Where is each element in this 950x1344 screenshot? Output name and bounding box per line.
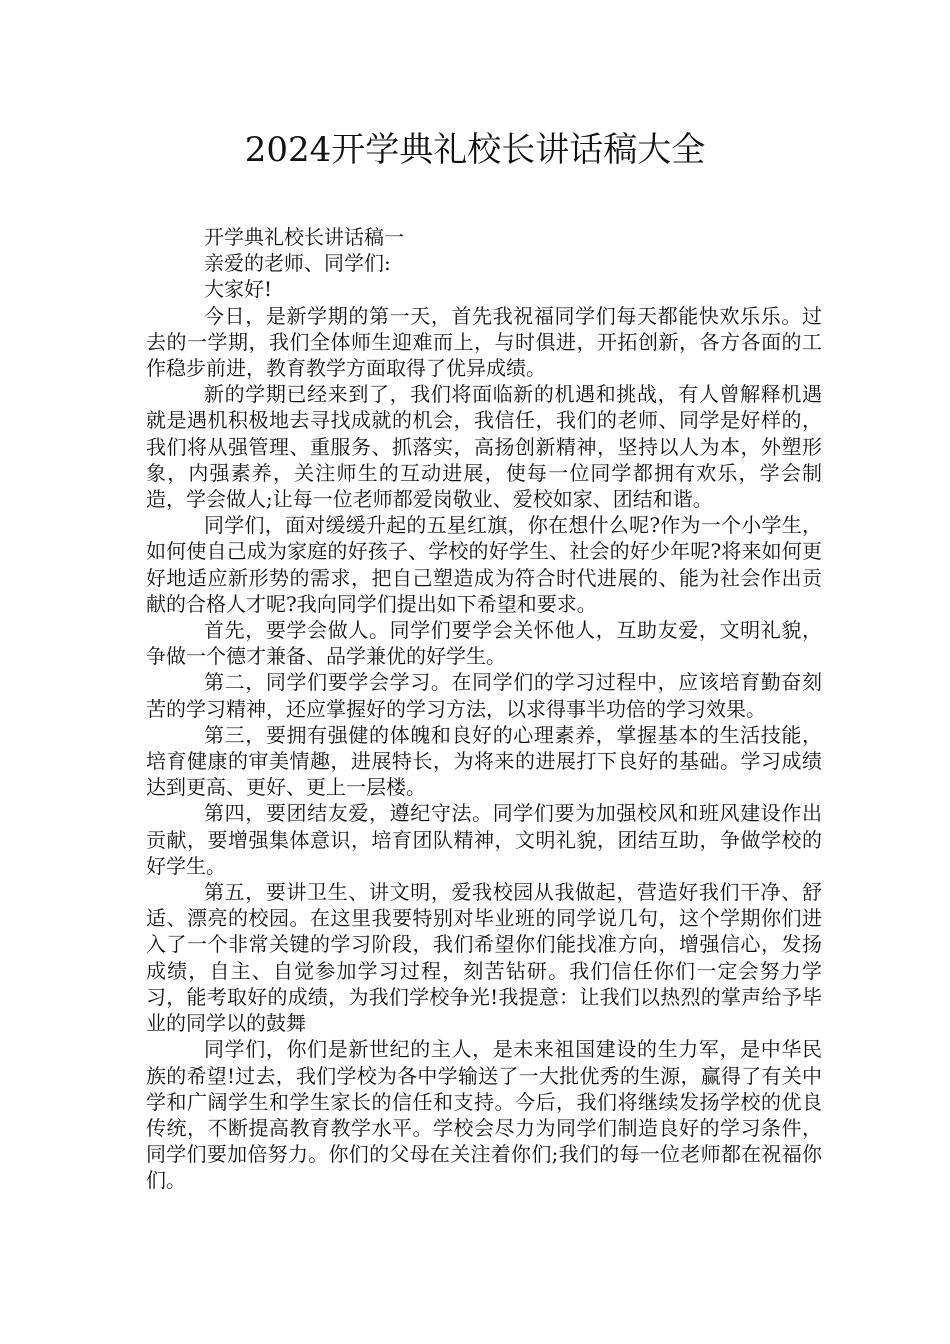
- paragraph: 第三，要拥有强健的体魄和良好的心理素养，掌握基本的生活技能，培育健康的审美情趣，进展特长，为将来的进展打下良好的基础。学习成绩达到更高、更好、更上一层楼。: [146, 722, 822, 800]
- paragraph: 第四，要团结友爱，遵纪守法。同学们要为加强校风和班风建设作出贡献，要增强集体意识，培育团队精神，文明礼貌，团结互助，争做学校的好学生。: [146, 801, 822, 878]
- paragraph: 今日，是新学期的第一天，首先我祝福同学们每天都能快欢乐乐。过去的一学期，我们全体师生迎难而上，与时俱进，开拓创新，各方各面的工作稳步前进，教育教学方面取得了优异成绩。: [146, 303, 822, 381]
- paragraph: 首先，要学会做人。同学们要学会关怀他人，互助友爱，文明礼貌，争做一个德才兼备、品学兼优的好学生。: [146, 618, 822, 669]
- document-title: 2024开学典礼校长讲话稿大全: [244, 130, 706, 170]
- section-heading: 开学典礼校长讲话稿一: [204, 225, 404, 249]
- paragraph: 同学们，面对缓缓升起的五星红旗，你在想什么呢?作为一个小学生，如何使自己成为家庭的好孩子、学校的好学生、社会的好少年呢?将来如何更好地适应新形势的需求，把自己塑造成为符合时代进展的、能为社会作出贡献的合格人才呢?我向同学们提出如下希望和要求。: [146, 513, 822, 616]
- document-body: [146, 224, 822, 1194]
- greeting: 大家好!: [204, 277, 273, 302]
- paragraph: 第五，要讲卫生、讲文明，爱我校园从我做起，营造好我们干净、舒适、漂亮的校园。在这里我要特别对毕业班的同学说几句，这个学期你们进入了一个非常关键的学习阶段，我们希望你们能找准方向，增强信心，发扬成绩，自主、自觉参加学习过程，刻苦钻研。我们信任你们一定会努力学习，能考取好的成绩，为我们学校争光!我提意：让我们以热烈的掌声给予毕业的同学以的鼓舞: [146, 880, 822, 1036]
- salutation: 亲爱的老师、同学们:: [204, 251, 391, 276]
- paragraph: 第二，同学们要学会学习。在同学们的学习过程中，应该培育勤奋刻苦的学习精神，还应掌握好的学习方法，以求得事半功倍的学习效果。: [146, 670, 822, 721]
- paragraph: 新的学期已经来到了，我们将面临新的机遇和挑战，有人曾解释机遇就是遇机积极地去寻找成就的机会，我信任，我们的老师、同学是好样的，我们将从强管理、重服务、抓落实，高扬创新精神，坚持以人为本，外塑形象，内强素养，关注师生的互动进展，使每一位同学都拥有欢乐，学会制造，学会做人;让每一位老师都爱岗敬业、爱校如家、团结和谐。: [146, 382, 822, 512]
- paragraph: 同学们，你们是新世纪的主人，是未来祖国建设的生力军，是中华民族的希望!过去，我们学校为各中学输送了一大批优秀的生源，赢得了有关中学和广阔学生和学生家长的信任和支持。今后，我们将继续发扬学校的优良传统，不断提高教育教学水平。学校会尽力为同学们制造良好的学习条件，同学们要加倍努力。你们的父母在关注着你们;我们的每一位老师都在祝福你们。: [146, 1037, 822, 1193]
